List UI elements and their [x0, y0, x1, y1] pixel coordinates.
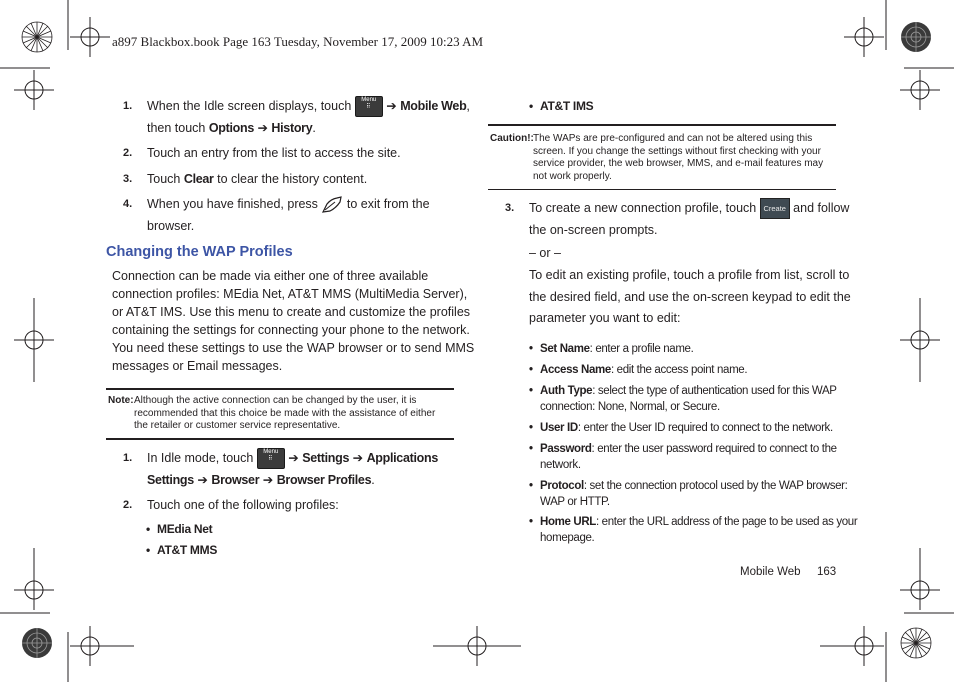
footer-section: Mobile Web — [740, 566, 801, 578]
caution-text: The WAPs are pre-configured and can not be altered using this screen. If you change the settings without first checking with your service provider, the web browser, MMS, and e-mail features may not work properly. — [533, 133, 824, 182]
step-b-2: 2. Touch one of the following profiles: — [123, 498, 339, 512]
step-3: 3. Touch Clear to clear the history content. — [123, 172, 368, 186]
note-text: Although the active connection can be changed by the user, it is recommended that this choice be made with the assistance of either the retailer or customer service representative. — [134, 395, 436, 431]
caution-top-rule — [488, 124, 836, 126]
note-bottom-rule — [106, 438, 454, 440]
menu-key-icon: Menu ⠿ — [257, 448, 285, 469]
section-title: Changing the WAP Profiles — [106, 244, 293, 260]
step-number: 1. — [123, 100, 133, 112]
create-button-icon: Create — [760, 198, 790, 219]
step-b-1: 1. In Idle mode, touch Menu ⠿ ➔ Settings ➔ Applications Settings ➔ Browser ➔ Browser Profiles. — [123, 449, 438, 487]
note-box: Note: — [108, 395, 134, 406]
step-4: 4. When you have finished, press to exit from the browser. — [123, 193, 463, 237]
edit-instructions: To edit an existing profile, touch a profile from list, scroll to the desired field, and use the on-screen keypad to edit the parameter you want to edit: — [529, 268, 851, 325]
step-2: 2. Touch an entry from the list to access the site. — [123, 146, 401, 160]
intro-paragraph: Connection can be made via either one of three available connection profiles: MEdia Net, AT&T MMS (MultiMedia Server), or AT&T IMS. Use this menu to create and customize the profiles containing the settings for connecting your phone to the network. You need these settings to use the WAP browser or to send MMS messages or Email messages. — [112, 269, 475, 373]
step-r-3: 3. To create a new connection profile, touch Create and follow the on-screen prompts. — [505, 197, 845, 241]
book-header: a897 Blackbox.book Page 163 Tuesday, November 17, 2009 10:23 AM — [112, 34, 484, 49]
or-separator: – or – — [529, 246, 561, 260]
page-number: 163 — [817, 566, 837, 578]
caution-bottom-rule — [488, 189, 836, 190]
menu-key-icon: Menu ⠿ — [355, 96, 383, 117]
step-1 — [123, 95, 470, 139]
note-top-rule — [106, 388, 454, 390]
step-text-line2: then touch Options ➔ History. — [147, 121, 316, 135]
caution-label: Caution!: — [490, 133, 534, 144]
step-text: When the Idle screen displays, touch Menu ⠿ ➔ Mobile Web, — [147, 95, 470, 117]
end-key-icon — [321, 195, 343, 215]
